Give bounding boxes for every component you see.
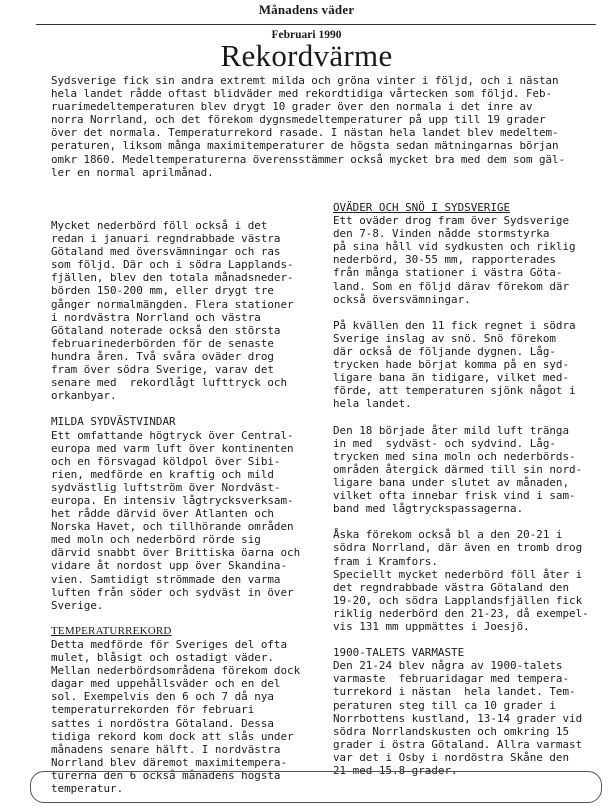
section-heading-ovader-och-sno: OVÄDER OCH SNÖ I SYDSVERIGE [333,201,511,214]
issue-date: Februari 1990 [271,29,342,41]
paragraph-1900-talets-varmaste: Den 21-24 blev några av 1900-talets varmaste februaridagar med tempera- turrekord i nästan hela landet. Tem- peraturen steg till ca 10 grader i Norrbottens kustland, 13-14 grader vid södra Norrlandskusten och omkring 15 grader i östra Götaland. Allra varmast var det i Osby i nordöstra Skåne den 21 med 15.8 grader. [333,659,583,778]
paragraph-aska: Åska förekom också bl a den 20-21 i södra Norrland, där även en tromb drog fram i Kramfors. Speciellt mycket nederbörd föll åter i det regndrabbade västra Götaland den 19-20, och södra Lapplandsfjällen fick riklig nederbörd den 21-23, då exempel- vis 131 mm uppmättes i Joesjö. [333,528,589,633]
paragraph-temperaturrekord: Detta medförde för Sveriges del ofta mulet, blåsigt och ostadigt väder. Mellan nederbördsområdena förekom dock dagar med uppehållsväder och en del sol. Exempelvis den 6 och 7 då nya temperaturrekorden för februari sattes i nordöstra Götaland. Dessa tidiga rekord kom dock att slås under månadens senare hälft. I nordvästra Norrland blev däremot maximitempera- turerna den 6 också månadens högsta temperatur. [51,638,301,796]
paragraph-nederbord: Mycket nederbörd föll också i det redan i januari regndrabbade västra Götaland med översvämningar och ras som följd. Där och i södra Lapplands- fjällen, blev den totala månadsneder- börden 150-200 mm, eller drygt tre gånger normalmängden. Flera stationer i nordvästra Norrland och västra Götaland noterade också den största februarinederbörden för de senaste hundra åren. Två svåra oväder drog fram över södra Sverige, varav det senare med rekordlågt lufttryck och orkanbyar. [51,219,294,403]
left-column [51,219,323,808]
intro-paragraph: Sydsverige fick sin andra extremt milda och gröna vinter i följd, och i nästan hela landet rådde oftast blidväder med rekordtidiga vårtecken som följd. Feb- ruarimedeltemperaturen blev drygt 10 grader över den normala i det inre av norra Norrland, och det förekom dygnsmedeltemperaturer på upp till 19 grader över det normala. Temperaturrekord rasade. I nästan hela landet blev medeltem- peraturen, liksom många maximitemperaturer de högsta sedan mätningarnas början omkr 1860. Medeltemperaturerna överensstämmer också mycket bra med dem som gäl- ler en normal aprilmånad. [51,74,566,179]
section-title: Månadens väder [258,2,355,17]
paragraph-milda-sydvastvindar: Ett omfattande högtryck över Central- europa med varm luft över kontinenten och en försvagad köldpol över Sibi- rien, medförde en kraftig och mild sydvästlig luftström över Nordväst- europa. En intensiv lågtrycksverksam- het rådde därvid över Atlanten och Norska Havet, och tillhörande områden med moln och nederbörd rörde sig därvid snabbt över Brittiska öarna och vidare åt nordost upp över Skandina- vien. Samtidigt strömmade den varma luften från söder och sydväst in över Sverige. [51,428,301,612]
header-divider [36,24,596,25]
bottom-frame [30,771,602,803]
paragraph-ovader-och-sno: Ett oväder drog fram över Sydsverige den 7-8. Vinden nådde stormstyrka på sina håll vid sydkusten och riklig nederbörd, 30-55 mm, rapporterades från många stationer i västra Göta- land. Som en följd därav förekom där också översvämningar. [333,214,576,306]
section-heading-temperaturrekord: TEMPERATURREKORD [51,624,172,637]
paragraph-sno-kvallen: På kvällen den 11 fick regnet i södra Sverige inslag av snö. Snö förekom där också de följande dygnen. Låg- trycken hade börjat komma på en syd- ligare bana än tidigare, vilket med- förde, att temperaturen sjönk något i hela landet. [333,318,576,411]
right-column [333,201,603,790]
section-heading-milda-sydvastvindar: MILDA SYDVÄSTVINDAR [51,415,176,429]
paragraph-mild-luft: Den 18 började åter mild luft tränga in med sydväst- och sydvind. Låg- trycken med sina moln och nederbörds- områden återgick därmed till sin nord- ligare bana under slutet av månaden, vilket ofta innebar frisk vind i sam- band med lågtryckspassagerna. [333,423,583,516]
article-title: Rekordvärme [220,38,393,73]
section-heading-1900-talets-varmaste: 1900-TALETS VARMASTE [333,646,465,660]
